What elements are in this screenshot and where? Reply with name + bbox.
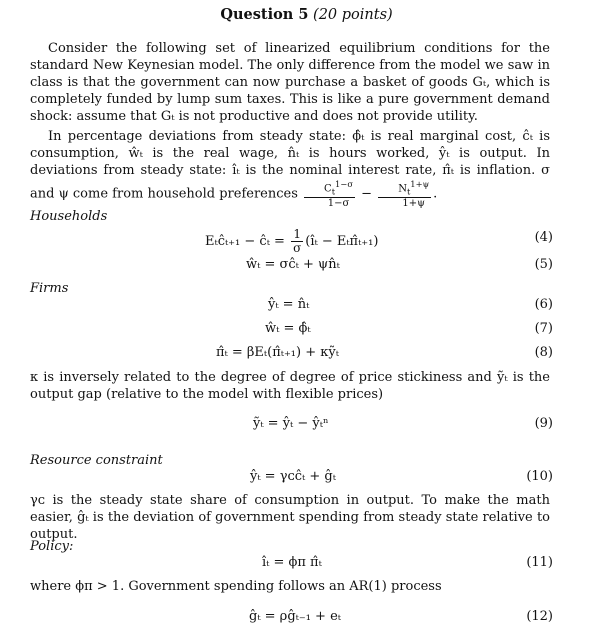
- equation-8-number: (8): [534, 345, 553, 360]
- equation-4-rhs: (îₜ − Eₜπ̂ₜ₊₁): [305, 234, 379, 249]
- equation-4: [205, 228, 378, 255]
- equation-8: π̂ₜ = βEₜ(π̂ₜ₊₁) + κỹₜ: [216, 345, 339, 360]
- notation-text: In percentage deviations from steady state: ϕ̂ₜ is real marginal cost, ĉₜ is consumption, ŵₜ is the real wage, n̂ₜ is hours worked, ŷₜ is output. In deviations from steady state: îₜ is the nominal interest rate, π̂ₜ is inflation. σ and ψ come from household preferences: [30, 129, 550, 202]
- equation-11: îₜ = ϕπ π̂ₜ: [262, 555, 322, 570]
- equation-5-number: (5): [534, 257, 553, 272]
- equation-4-fraction: $\frac{1}{\sigma}$: [293, 227, 302, 255]
- intro-paragraph: Consider the following set of linearized equilibrium conditions for the standard New Keynesian model. The only difference from the model we saw in class is that the government can now purchase a basket of goods Gₜ, which is completely funded by lump sum taxes. This is like a pure government demand shock: assume that Gₜ is not productive and does not provide utility.: [30, 41, 550, 124]
- equation-7: ŵₜ = ϕ̂ₜ: [265, 321, 311, 336]
- policy-paragraph: where ϕπ > 1. Government spending follows an AR(1) process: [30, 579, 442, 594]
- equation-6-number: (6): [534, 297, 553, 312]
- equation-7-number: (7): [534, 321, 553, 336]
- section-resource-constraint: Resource constraint: [30, 453, 163, 468]
- equation-5: ŵₜ = σĉₜ + ψn̂ₜ: [246, 257, 340, 272]
- equation-10-number: (10): [526, 469, 553, 484]
- gamma-paragraph: γᴄ is the steady state share of consumption in output. To make the math easier, ĝₜ is the deviation of government spending from steady state relative to output.: [30, 493, 550, 542]
- question-points: (20 points): [313, 7, 393, 23]
- equation-12-number: (12): [526, 609, 553, 624]
- equation-10: ŷₜ = γᴄĉₜ + ĝₜ: [250, 469, 336, 484]
- equation-4-lhs: Eₜĉₜ₊₁ − ĉₜ =: [205, 234, 290, 249]
- section-households: Households: [30, 209, 108, 224]
- section-firms: Firms: [30, 281, 69, 296]
- equation-9: ỹₜ = ŷₜ − ŷₜⁿ: [253, 416, 329, 431]
- question-title: [0, 6, 613, 23]
- equation-11-number: (11): [526, 555, 553, 570]
- question-label: Question 5: [220, 6, 309, 23]
- preference-fraction-1: $\frac{C_t^{1-\sigma}}{1-\sigma}$: [304, 179, 355, 209]
- kappa-paragraph: κ is inversely related to the degree of degree of price stickiness and ỹₜ is the output gap (relative to the model with flexible prices): [30, 370, 550, 402]
- equation-4-number: (4): [534, 230, 553, 245]
- section-policy: Policy:: [30, 539, 74, 554]
- preference-fraction-2: $\frac{N_t^{1+\psi}}{1+\psi}$: [378, 179, 431, 209]
- notation-paragraph: In percentage deviations from steady state: ϕ̂ₜ is real marginal cost, ĉₜ is consumption, ŵₜ is the real wage, n̂ₜ is hours worked, ŷₜ is output. In deviations from steady state: îₜ is the nominal interest rate, π̂ₜ is inflation. σ and ψ come from household preferences $\frac{C_t^{1-\sigma}}{1-\sigma}$ − $\frac{N_t^{1+\psi}}{1+\psi}$ .: [30, 129, 550, 210]
- equation-12: ĝₜ = ρĝₜ₋₁ + eₜ: [249, 609, 341, 624]
- equation-9-number: (9): [534, 416, 553, 431]
- equation-6: ŷₜ = n̂ₜ: [268, 297, 310, 312]
